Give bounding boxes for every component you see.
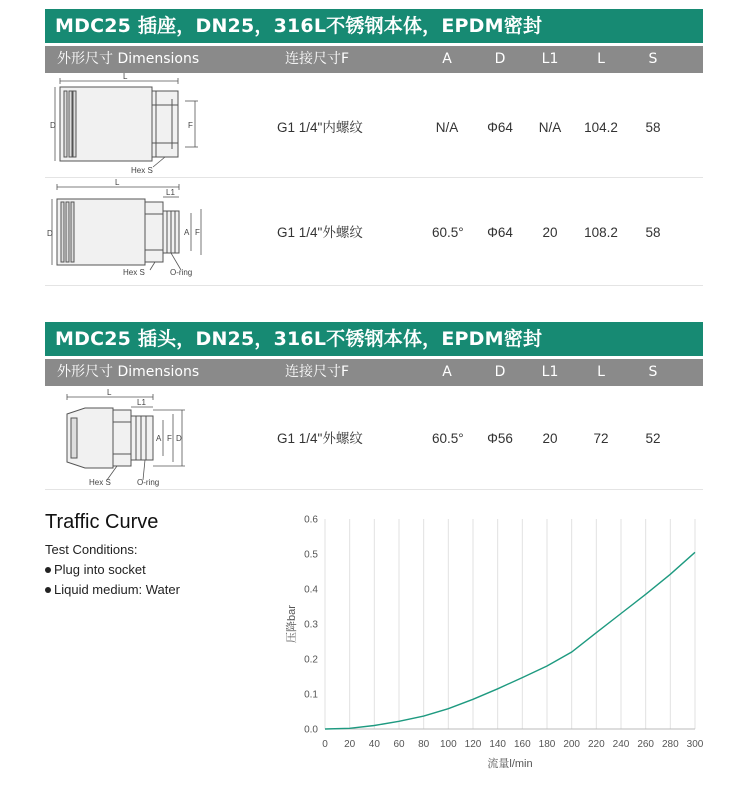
table-header [45, 46, 703, 73]
x-tick-label: 0 [322, 739, 328, 750]
header-a: A [442, 51, 452, 67]
y-axis-ticks [304, 515, 318, 736]
cell-l1: 20 [542, 431, 558, 446]
cell-connection: G1 1/4"外螺纹 [277, 431, 363, 446]
pressure-drop-chart [280, 505, 720, 785]
y-tick-label: 0.6 [304, 514, 318, 526]
x-tick-label: 40 [368, 739, 380, 750]
table-row [45, 386, 703, 490]
header-connection: 连接尺寸F [285, 51, 350, 67]
x-tick-label: 200 [563, 739, 581, 750]
header-l: L [597, 51, 605, 67]
dim-label-l: L [115, 178, 120, 187]
dim-label-d: D [47, 229, 53, 238]
dim-label-l: L [107, 388, 112, 397]
header-dimensions: 外形尺寸 Dimensions [57, 51, 200, 67]
cell-l: 108.2 [584, 225, 618, 240]
condition-item [45, 562, 146, 577]
dim-label-oring: O-ring [170, 268, 193, 277]
y-tick-label: 0.4 [304, 584, 318, 596]
section-title-socket: MDC25 插座，DN25，316L不锈钢本体，EPDM密封 [45, 9, 703, 43]
header-connection: 连接尺寸F [285, 364, 350, 380]
x-tick-label: 100 [439, 739, 457, 750]
traffic-curve-title: Traffic Curve [45, 511, 159, 533]
y-tick-label: 0.1 [304, 689, 318, 701]
dim-label-oring: O-ring [137, 478, 160, 487]
x-axis-label: 流量l/min [487, 758, 533, 770]
dim-label-l1: L1 [166, 188, 175, 197]
condition-item [45, 582, 180, 597]
x-tick-label: 160 [513, 739, 531, 750]
header-dimensions: 外形尺寸 Dimensions [57, 364, 200, 380]
series-line [325, 552, 695, 729]
header-l1: L1 [541, 51, 559, 67]
x-tick-label: 80 [418, 739, 430, 750]
section-title-plug: MDC25 插头，DN25，316L不锈钢本体，EPDM密封 [45, 322, 703, 356]
dim-label-hex: Hex S [89, 478, 111, 487]
x-tick-label: 240 [612, 739, 630, 750]
condition-text: Liquid medium: Water [54, 582, 180, 597]
dim-label-d: D [176, 434, 182, 443]
x-axis-ticks [322, 739, 704, 750]
test-conditions-label: Test Conditions: [45, 542, 138, 557]
condition-text: Plug into socket [54, 562, 146, 577]
plug-external-thread-drawing [45, 386, 235, 490]
dim-label-hex: Hex S [123, 268, 145, 277]
header-l1: L1 [541, 364, 559, 380]
cell-s: 58 [645, 225, 661, 240]
cell-s: 52 [645, 431, 661, 446]
cell-s: 58 [645, 120, 661, 135]
cell-a: 60.5° [432, 225, 464, 240]
cell-connection: G1 1/4"外螺纹 [277, 225, 363, 240]
dim-label-f: F [188, 121, 193, 130]
cell-d: Φ64 [487, 120, 513, 135]
x-tick-label: 120 [464, 739, 482, 750]
dim-label-l: L [123, 73, 128, 81]
bullet-icon [45, 567, 51, 573]
chart-grid [325, 519, 695, 729]
dim-label-a: A [184, 228, 190, 237]
x-tick-label: 20 [344, 739, 356, 750]
y-tick-label: 0.2 [304, 654, 318, 666]
table-row [45, 73, 703, 178]
table-header [45, 359, 703, 386]
header-d: D [494, 51, 506, 67]
header-s: S [648, 364, 658, 380]
dim-label-a: A [156, 434, 162, 443]
cell-l: 72 [593, 431, 609, 446]
x-tick-label: 280 [661, 739, 679, 750]
y-tick-label: 0.5 [304, 549, 318, 561]
cell-l1: 20 [542, 225, 558, 240]
dim-label-f: F [167, 434, 172, 443]
cell-a: N/A [435, 120, 459, 135]
socket-internal-thread-drawing [45, 73, 235, 178]
dim-label-d: D [50, 121, 56, 130]
cell-d: Φ64 [487, 225, 513, 240]
dim-label-f: F [195, 228, 200, 237]
x-tick-label: 180 [538, 739, 556, 750]
dim-label-l1: L1 [137, 398, 146, 407]
x-tick-label: 220 [587, 739, 605, 750]
x-tick-label: 260 [637, 739, 655, 750]
header-l: L [597, 364, 605, 380]
cell-l: 104.2 [584, 120, 618, 135]
header-d: D [494, 364, 506, 380]
bullet-icon [45, 587, 51, 593]
x-tick-label: 140 [489, 739, 507, 750]
x-tick-label: 300 [686, 739, 704, 750]
table-row [45, 178, 703, 286]
x-tick-label: 60 [393, 739, 405, 750]
y-tick-label: 0.3 [304, 619, 318, 631]
header-s: S [648, 51, 658, 67]
cell-d: Φ56 [487, 431, 513, 446]
y-axis-label: 压降bar [286, 605, 298, 643]
y-tick-label: 0.0 [304, 724, 318, 736]
dim-label-hex: Hex S [131, 166, 153, 175]
socket-external-thread-drawing [45, 178, 235, 286]
cell-a: 60.5° [432, 431, 464, 446]
cell-l1: N/A [538, 120, 562, 135]
header-a: A [442, 364, 452, 380]
cell-connection: G1 1/4"内螺纹 [277, 120, 363, 135]
